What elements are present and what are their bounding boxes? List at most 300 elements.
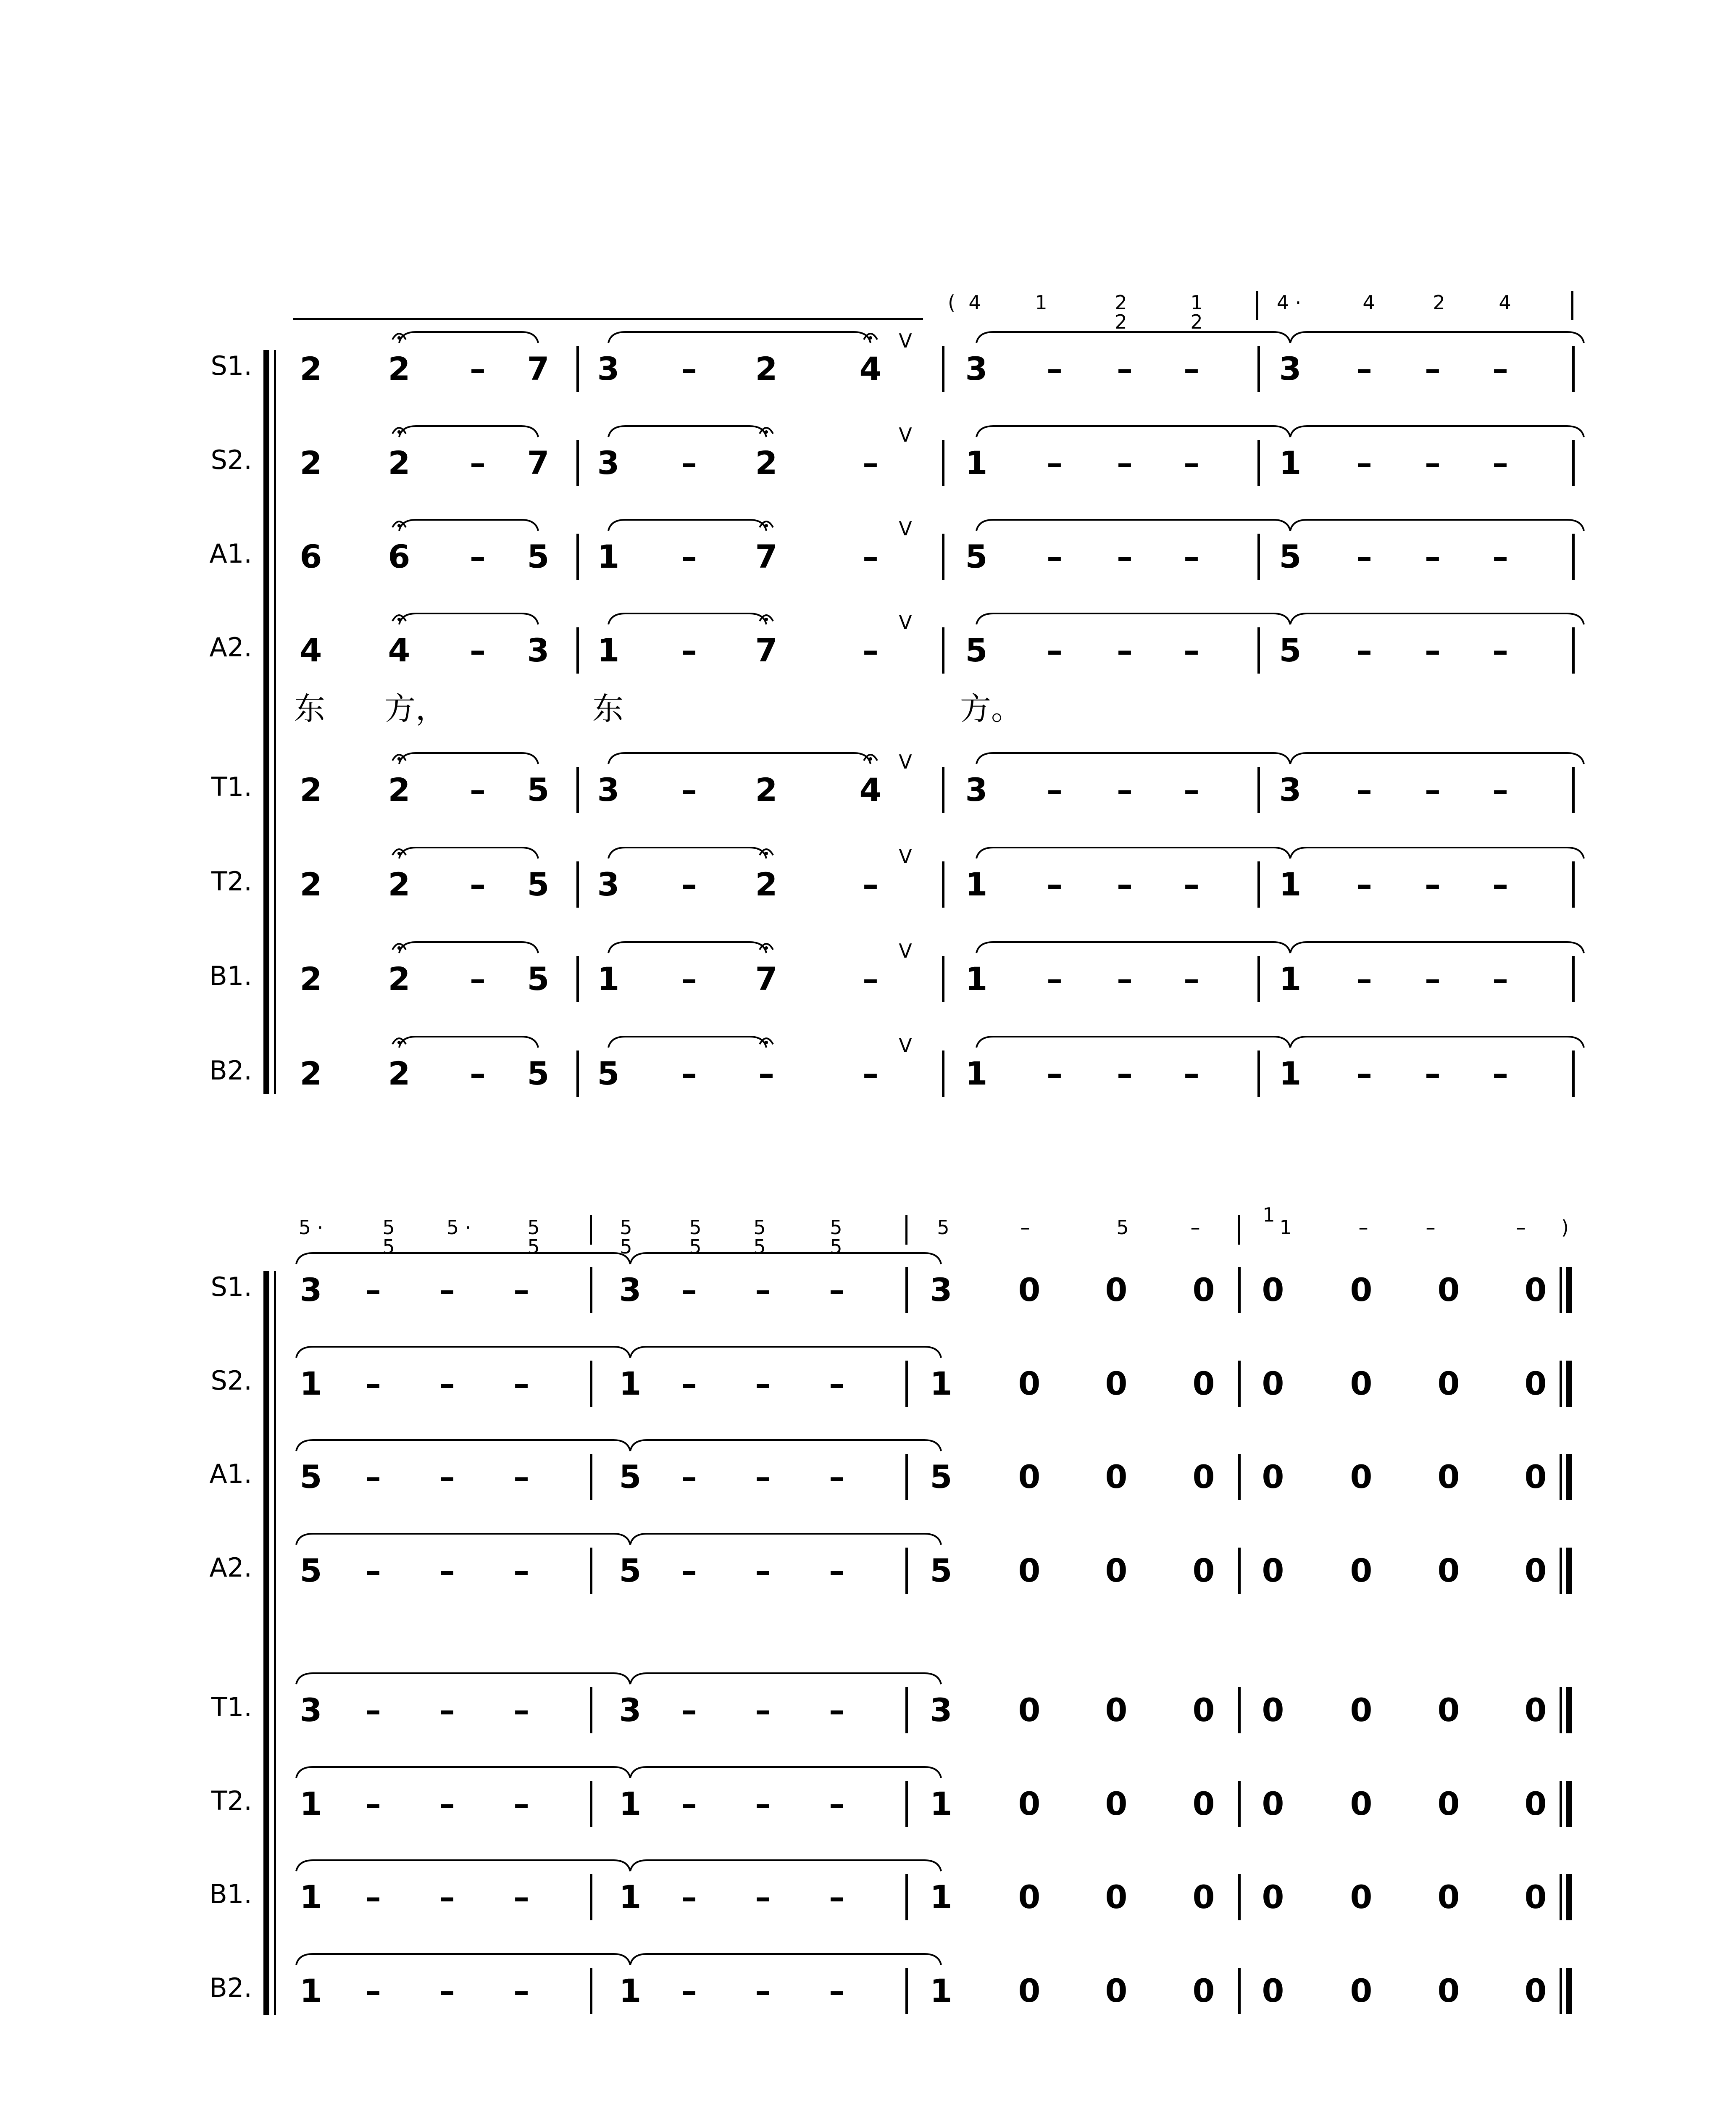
note: – [863,632,879,669]
barline [590,1361,592,1407]
final-barline-thin [1560,1361,1562,1407]
note: – [1117,632,1133,669]
note: 5 [1279,538,1302,575]
note: 2 [300,960,322,998]
tie-slur [296,1672,630,1688]
barline [905,1454,908,1500]
part-label: B1. [209,1879,252,1909]
note: – [470,960,486,998]
rest-note: 0 [1262,1878,1284,1916]
note: 3 [527,632,550,669]
tie-slur [399,424,538,441]
tie-slur [1290,612,1584,629]
part-label: B2. [209,1055,252,1086]
rest-note: 0 [1437,1691,1460,1729]
tie-slur [1290,751,1584,768]
cue-barline [1238,1215,1240,1245]
tie-slur [399,330,538,347]
note: 5 [965,538,988,575]
note: 1 [930,1785,952,1822]
note: – [1356,350,1372,387]
note: 1 [965,866,988,903]
rest-note: 0 [1524,1271,1547,1309]
note: 0 [1192,1458,1215,1495]
part-label: S1. [210,1272,252,1302]
note: 2 [388,444,410,482]
system1-bracket-thin [274,350,276,1094]
note: 2 [300,866,322,903]
final-barline-thick [1566,1548,1572,1594]
fermata [392,612,407,623]
barline [576,767,579,813]
note: – [1117,538,1133,575]
note: 1 [930,1365,952,1402]
dash: – [829,1878,845,1916]
note: 5 [619,1552,642,1589]
note: – [1184,960,1199,998]
part-label: A2. [209,1552,252,1583]
rest-note: 0 [1524,1878,1547,1916]
barline [576,534,579,580]
tie-slur [296,1765,630,1782]
note: – [758,1055,774,1092]
dash: – [829,1972,845,2009]
cue-barline [1571,291,1573,320]
dash: – [681,1691,697,1729]
tie-slur [630,1952,941,1969]
note: – [1184,538,1199,575]
note: 3 [300,1691,322,1729]
note: – [1117,771,1133,808]
note: 7 [755,538,778,575]
note: 0 [1105,1458,1128,1495]
dash: – [829,1458,845,1495]
barline [1257,767,1260,813]
barline [905,1361,908,1407]
tie-slur [1290,940,1584,957]
dash: – [681,1785,697,1822]
final-barline-thick [1566,1781,1572,1827]
barline [1572,346,1575,392]
tie-slur [630,1345,941,1362]
tie-slur [296,1345,630,1362]
dash: – [439,1365,455,1402]
dash: – [755,1552,771,1589]
cue-note: 5 · [298,1216,324,1239]
note: – [1117,866,1133,903]
dash: – [365,1972,381,2009]
tie-slur [1290,424,1584,441]
tie-slur [608,518,766,535]
tie-slur [296,1251,630,1268]
barline [942,534,944,580]
cue-note: 5 5 [382,1216,395,1258]
breath-mark: V [899,1034,912,1057]
note: 1 [1279,444,1302,482]
note: 0 [1105,1785,1128,1822]
cue-open-paren: ( [948,291,955,314]
part-label: A1. [209,1459,252,1489]
barline [590,1968,592,2014]
rest-note: 0 [1350,1271,1373,1309]
barline [590,1267,592,1313]
note: – [1492,350,1508,387]
note: 4 [859,771,882,808]
rest-note: 0 [1350,1552,1373,1589]
note: 5 [527,960,550,998]
final-barline-thick [1566,1687,1572,1733]
final-barline-thin [1560,1267,1562,1313]
dash: – [513,1458,529,1495]
barline [1238,1454,1241,1500]
note: 0 [1192,1878,1215,1916]
note: 1 [597,632,620,669]
dash: – [365,1365,381,1402]
note: 1 [619,1785,642,1822]
note: – [1047,866,1063,903]
note: 0 [1105,1878,1128,1916]
barline [576,956,579,1002]
dash: – [829,1552,845,1589]
note: – [1425,1055,1441,1092]
rest-note: 0 [1437,1271,1460,1309]
note: 1 [965,960,988,998]
barline [1238,1267,1241,1313]
barline [590,1874,592,1920]
note: – [1425,771,1441,808]
note: – [681,538,697,575]
dash: – [439,1691,455,1729]
tie-slur [630,1251,941,1268]
note: – [1117,1055,1133,1092]
note: – [1492,866,1508,903]
note: 4 [388,632,410,669]
note: – [1356,538,1372,575]
rest-note: 0 [1524,1785,1547,1822]
cue-note: 5 · [446,1216,471,1239]
note: 0 [1105,1552,1128,1589]
barline [1572,440,1575,486]
barline [1572,767,1575,813]
note: 3 [619,1271,642,1309]
cue-grace-note: 1 [1263,1203,1275,1226]
barline [1238,1548,1241,1594]
note: – [1356,632,1372,669]
fermata [392,751,407,762]
dash: – [829,1691,845,1729]
barline [905,1874,908,1920]
tie-slur [296,1952,630,1969]
note: 7 [527,350,550,387]
cue-note: 2 2 [1115,291,1127,333]
dash: – [439,1785,455,1822]
part-label: B2. [209,1972,252,2003]
cue-note: 1 2 [1190,291,1203,333]
note: 2 [388,960,410,998]
system2-bracket-thick [263,1271,269,2015]
final-barline-thin [1560,1687,1562,1733]
note: – [1047,350,1063,387]
tie-slur [1290,518,1584,535]
note: – [1356,444,1372,482]
note: 7 [527,444,550,482]
final-barline-thick [1566,1968,1572,2014]
note: – [1356,1055,1372,1092]
barline [905,1267,908,1313]
note: – [681,866,697,903]
cue-note: 5 5 [830,1216,842,1258]
fermata [759,1035,774,1046]
lyric-char: 东 [294,691,325,727]
note: 0 [1018,1458,1041,1495]
note: – [863,538,879,575]
note: 0 [1018,1785,1041,1822]
note: – [1492,1055,1508,1092]
tie-slur [1290,1035,1584,1052]
tie-slur [608,751,871,768]
note: 2 [755,444,778,482]
note: 3 [597,350,620,387]
note: 3 [1279,350,1302,387]
note: 1 [597,538,620,575]
note: – [1117,960,1133,998]
note: 0 [1018,1691,1041,1729]
note: 5 [930,1458,952,1495]
tie-slur [630,1765,941,1782]
dash: – [755,1691,771,1729]
fermata [392,424,407,435]
note: 0 [1192,1691,1215,1729]
note: – [1047,538,1063,575]
note: 0 [1192,1552,1215,1589]
breath-mark: V [899,940,912,962]
part-label: S1. [210,350,252,381]
note: 1 [1279,960,1302,998]
system1-bracket-thick [263,350,269,1094]
note: 0 [1018,1552,1041,1589]
note: 6 [300,538,322,575]
note: – [863,960,879,998]
barline [942,627,944,674]
fermata [863,751,878,762]
barline [576,440,579,486]
note: 0 [1192,1365,1215,1402]
tie-slur [399,518,538,535]
barline [942,861,944,908]
tie-slur [608,612,766,629]
note: 1 [930,1972,952,2009]
barline [590,1781,592,1827]
note: 1 [1279,1055,1302,1092]
rest-note: 0 [1350,1691,1373,1729]
tie-slur [630,1438,941,1455]
barline [1572,1050,1575,1097]
note: – [681,632,697,669]
rest-note: 0 [1262,1365,1284,1402]
note: 3 [597,771,620,808]
lyric-char: 方。 [960,691,1022,727]
note: – [1492,444,1508,482]
barline [1238,1874,1241,1920]
part-label: S2. [210,1365,252,1396]
dash: – [755,1271,771,1309]
rest-note: 0 [1262,1271,1284,1309]
note: 0 [1192,1785,1215,1822]
note: 4 [859,350,882,387]
rest-note: 0 [1524,1552,1547,1589]
note: – [1425,960,1441,998]
note: – [1492,632,1508,669]
note: 5 [300,1552,322,1589]
note: 2 [388,866,410,903]
note: – [1184,866,1199,903]
part-label: A1. [209,538,252,569]
note: – [1117,350,1133,387]
barline [942,1050,944,1097]
note: 2 [300,1055,322,1092]
final-barline-thin [1560,1548,1562,1594]
fermata [392,1035,407,1046]
part-label: B1. [209,961,252,991]
tie-slur [630,1672,941,1688]
note: 1 [1279,866,1302,903]
breath-mark: V [899,750,912,773]
dash: – [365,1878,381,1916]
barline [576,627,579,674]
dash: – [829,1785,845,1822]
rest-note: 0 [1437,1878,1460,1916]
cue-note: 5 5 [753,1216,766,1258]
tie-slur [976,612,1290,629]
system1-cue-underline [293,318,923,320]
note: 2 [755,866,778,903]
note: 3 [597,866,620,903]
note: 0 [1018,1878,1041,1916]
final-barline-thick [1566,1454,1572,1500]
barline [905,1548,908,1594]
note: 3 [930,1271,952,1309]
note: 3 [597,444,620,482]
note: – [1184,771,1199,808]
note: – [681,960,697,998]
final-barline-thick [1566,1267,1572,1313]
note: 0 [1192,1972,1215,2009]
tie-slur [399,1035,538,1052]
note: 2 [755,771,778,808]
cue-note: 5 5 [620,1216,632,1258]
note: 5 [597,1055,620,1092]
dash: – [365,1691,381,1729]
note: – [681,350,697,387]
note: – [1425,350,1441,387]
barline [1238,1687,1241,1733]
breath-mark: V [899,424,912,446]
note: 2 [300,350,322,387]
part-label: T1. [211,1692,252,1722]
note: – [863,866,879,903]
cue-note: – [1190,1216,1200,1239]
barline [576,1050,579,1097]
tie-slur [399,751,538,768]
rest-note: 0 [1350,1785,1373,1822]
rest-note: 0 [1350,1972,1373,2009]
dash: – [513,1972,529,2009]
dash: – [755,1878,771,1916]
dash: – [681,1552,697,1589]
tie-slur [976,330,1290,347]
note: – [681,771,697,808]
final-barline-thin [1560,1968,1562,2014]
lyric-char: 方， [384,691,447,727]
barline [576,346,579,392]
rest-note: 0 [1524,1365,1547,1402]
fermata [759,846,774,857]
rest-note: 0 [1262,1552,1284,1589]
note: – [470,538,486,575]
tie-slur [608,1035,766,1052]
note: 5 [930,1552,952,1589]
barline [905,1968,908,2014]
dash: – [755,1365,771,1402]
note: 1 [930,1878,952,1916]
tie-slur [399,940,538,957]
fermata [759,518,774,529]
dash: – [513,1785,529,1822]
tie-slur [296,1438,630,1455]
cue-note: – [1358,1216,1368,1239]
note: 2 [388,350,410,387]
dash: – [365,1458,381,1495]
cue-barline [1256,291,1258,320]
barline [576,861,579,908]
cue-note: 1 [1035,291,1047,314]
note: – [1425,444,1441,482]
tie-slur [976,518,1290,535]
note: 3 [619,1691,642,1729]
note: – [470,632,486,669]
breath-mark: V [899,517,912,540]
dash: – [755,1458,771,1495]
rest-note: 0 [1262,1691,1284,1729]
final-barline-thick [1566,1874,1572,1920]
note: 0 [1105,1365,1128,1402]
note: 5 [527,771,550,808]
note: – [470,444,486,482]
tie-slur [608,330,871,347]
barline [942,346,944,392]
rest-note: 0 [1524,1458,1547,1495]
barline [1572,534,1575,580]
note: 3 [1279,771,1302,808]
breath-mark: V [899,329,912,352]
note: 1 [597,960,620,998]
fermata [863,330,878,341]
note: 3 [965,350,988,387]
note: 0 [1192,1271,1215,1309]
rest-note: 0 [1437,1365,1460,1402]
breath-mark: V [899,845,912,868]
barline [1572,861,1575,908]
note: 5 [300,1458,322,1495]
barline [1238,1968,1241,2014]
cue-note: 5 [937,1216,950,1239]
note: – [1047,771,1063,808]
rest-note: 0 [1524,1691,1547,1729]
rest-note: 0 [1350,1365,1373,1402]
note: 2 [755,350,778,387]
dash: – [439,1552,455,1589]
rest-note: 0 [1262,1458,1284,1495]
